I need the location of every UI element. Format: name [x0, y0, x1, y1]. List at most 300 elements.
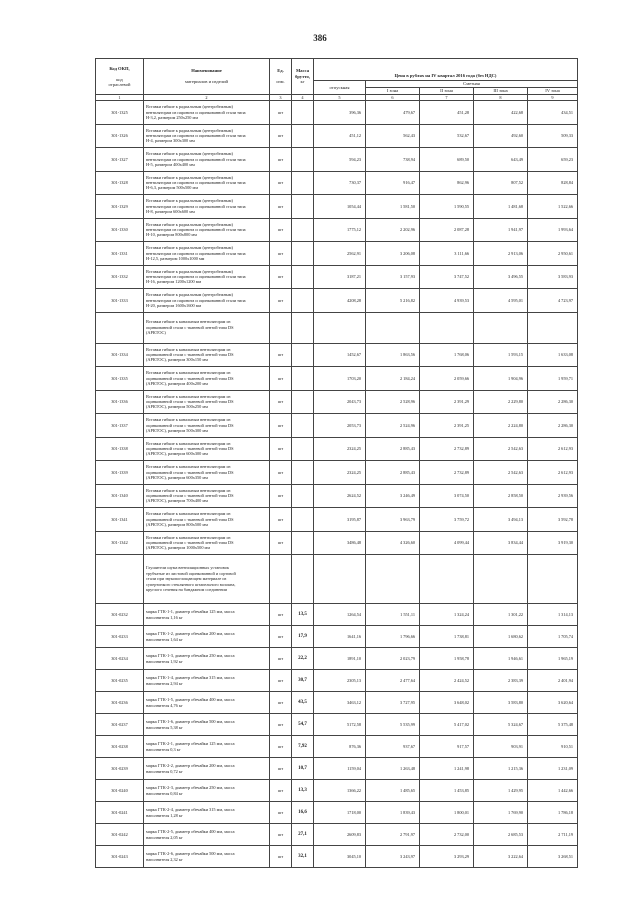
item-name-line: Н-16, размером 1200х1200 мм	[146, 279, 202, 285]
item-mass: 7,92	[292, 736, 314, 758]
item-unit: шт	[270, 648, 292, 670]
item-unit: шт	[270, 714, 292, 736]
table-row	[96, 414, 578, 438]
item-name-line: Н-12,5, размером 1000х1000 мм	[146, 255, 205, 261]
item-price-zone-3: 2 224,80	[474, 414, 528, 438]
column-number: 5	[314, 95, 366, 101]
table-row	[96, 148, 578, 172]
header-zone-1: I зона	[366, 88, 420, 95]
item-unit: шт	[270, 414, 292, 438]
item-unit: шт	[270, 437, 292, 461]
item-name	[144, 367, 270, 391]
item-name-line: Вставки гибкие к радиальным (центробежным)	[146, 127, 233, 133]
item-name-line: наполнителя 0,72 кг	[146, 768, 183, 774]
item-mass	[292, 124, 314, 148]
item-name-line: Вставки гибкие к радиальным (центробежным)	[146, 268, 233, 274]
item-price-total: 3045,10	[314, 846, 366, 868]
item-name	[144, 101, 270, 125]
item-name-line: марка ГТК-2-3, диаметр обечайки 250 мм, масса	[146, 785, 235, 791]
table-row	[96, 670, 578, 692]
item-price-zone-3: 5 324,67	[474, 714, 528, 736]
table-row	[96, 343, 578, 367]
item-name-line: (АРКТОС), размером 600х350 мм	[146, 474, 208, 480]
item-price-zone-1: 1 551,11	[366, 604, 420, 626]
item-price-zone-2: 3 293,29	[420, 846, 474, 868]
item-name-line: марка ГТК-1-2, диаметр обечайки 200 мм, масса	[146, 631, 235, 637]
item-mass: 13,5	[292, 604, 314, 626]
item-name-line: марка ГТК-1-1, диаметр обечайки 125 мм, масса	[146, 609, 235, 615]
item-price-total: 730,37	[314, 171, 366, 195]
item-code: 301-1340	[96, 484, 144, 508]
item-unit: шт	[270, 343, 292, 367]
item-price-zone-3: 3 834,44	[474, 531, 528, 555]
item-price-zone-4: 2 950,61	[528, 242, 578, 266]
column-number: 7	[420, 95, 474, 101]
item-unit: шт	[270, 508, 292, 532]
item-price-zone-4: 3 620,64	[528, 692, 578, 714]
item-price-zone-1: 3 243,97	[366, 846, 420, 868]
item-price-zone-1: 1 796,66	[366, 626, 420, 648]
item-name-line: оцинкованной стали с тканевой лентой типа DS	[146, 399, 234, 405]
item-price-zone-3: 4 595,01	[474, 289, 528, 313]
item-mass	[292, 218, 314, 242]
item-price-zone-1: 2 477,64	[366, 670, 420, 692]
item-price-total: 1891,10	[314, 648, 366, 670]
table-row	[96, 758, 578, 780]
item-price-total: 2305,13	[314, 670, 366, 692]
item-price-total: 3195,87	[314, 508, 366, 532]
item-price-zone-3: 1 429,95	[474, 780, 528, 802]
item-name-line: (АРКТОС), размером 800х500 мм	[146, 521, 208, 527]
item-code: 301-1341	[96, 508, 144, 532]
item-price-zone-3: 1 904,96	[474, 367, 528, 391]
item-price-total: 1452,67	[314, 343, 366, 367]
column-number: 1	[96, 95, 144, 101]
item-price-zone-2: 3 111,66	[420, 242, 474, 266]
item-unit: шт	[270, 289, 292, 313]
item-price-zone-2: 3 648,02	[420, 692, 474, 714]
item-name-line: вентиляторам из паронита и оцинкованной стали типа	[146, 227, 246, 233]
header-sub-total: отпускная	[314, 81, 366, 95]
item-price-zone-4: 4 723,97	[528, 289, 578, 313]
item-price-zone-2: 1 324,24	[420, 604, 474, 626]
item-unit: шт	[270, 242, 292, 266]
item-mass	[292, 343, 314, 367]
page-number: 386	[313, 33, 327, 43]
item-price-zone-4: 2 286,30	[528, 414, 578, 438]
item-price-zone-3: 3 583,80	[474, 692, 528, 714]
item-code: 301-1331	[96, 242, 144, 266]
item-code: 301-1327	[96, 148, 144, 172]
item-unit: шт	[270, 124, 292, 148]
item-name-line: вентиляторам из паронита и оцинкованной стали типа	[146, 297, 246, 303]
item-name-line: марка ГТК-2-1, диаметр обечайки 125 мм, масса	[146, 741, 235, 747]
table-row	[96, 846, 578, 868]
item-price-zone-3: 1 301,22	[474, 604, 528, 626]
item-name	[144, 437, 270, 461]
item-name	[144, 648, 270, 670]
item-name-line: Н-20, размером 1600х1600 мм	[146, 302, 202, 308]
item-price-total: 1054,44	[314, 195, 366, 219]
item-name-line: марка ГТК-2-6, диаметр обечайки 500 мм, масса	[146, 851, 235, 857]
item-name	[144, 670, 270, 692]
item-price-zone-4: 2 612,93	[528, 437, 578, 461]
item-name-line: оцинкованной стали с тканевой лентой типа DS	[146, 352, 234, 358]
header-sub-incl: Сметная	[366, 81, 578, 88]
item-price-zone-3: 1 946,61	[474, 648, 528, 670]
item-code: 301-1325	[96, 101, 144, 125]
item-code: 301-0233	[96, 626, 144, 648]
item-name	[144, 289, 270, 313]
item-mass	[292, 289, 314, 313]
item-price-total: 2624,52	[314, 484, 366, 508]
item-name-line: вентиляторам из паронита и оцинкованной стали типа	[146, 250, 246, 256]
item-mass: 22,2	[292, 648, 314, 670]
item-name-line: Вставки гибкие к радиальным (центробежным)	[146, 174, 233, 180]
item-price-total: 876,36	[314, 736, 366, 758]
item-name-line: Вставки гибкие к канальным вентиляторам из	[146, 534, 231, 540]
item-price-zone-1: 1 863,56	[366, 343, 420, 367]
table-row	[96, 736, 578, 758]
item-name-line: наполнителя 2,32 кг	[146, 856, 183, 862]
item-mass: 27,1	[292, 824, 314, 846]
item-name	[144, 171, 270, 195]
item-mass	[292, 101, 314, 125]
item-name-line: наполнителя 1,64 кг	[146, 636, 183, 642]
item-price-zone-1: 479,67	[366, 101, 420, 125]
item-name-line: вентиляторам из паронита и оцинкованной стали типа	[146, 180, 246, 186]
item-price-zone-1: 2 202,96	[366, 218, 420, 242]
item-mass	[292, 265, 314, 289]
item-unit: шт	[270, 101, 292, 125]
item-price-zone-2: 862,96	[420, 171, 474, 195]
item-price-zone-1: 5 535,99	[366, 714, 420, 736]
item-name-line: марка ГТК-2-5, диаметр обечайки 400 мм, масса	[146, 829, 235, 835]
item-price-zone-3: 1 769,90	[474, 802, 528, 824]
item-name-line: марка ГТК-1-5, диаметр обечайки 400 мм, масса	[146, 697, 235, 703]
column-number: 4	[292, 95, 314, 101]
item-name	[144, 195, 270, 219]
item-name-line: оцинкованной стали с тканевой лентой типа DS	[146, 446, 234, 452]
item-unit: шт	[270, 670, 292, 692]
item-code: 301-1338	[96, 437, 144, 461]
item-code: 301-0238	[96, 736, 144, 758]
item-price-total: 3486,48	[314, 531, 366, 555]
table-row	[96, 390, 578, 414]
item-price-zone-2: 2 391,25	[420, 414, 474, 438]
item-price-zone-2: 2 059,66	[420, 367, 474, 391]
price-table	[95, 58, 578, 868]
item-name-line: марка ГТК-1-4, диаметр обечайки 315 мм, масса	[146, 675, 235, 681]
item-price-zone-2: 3 747,52	[420, 265, 474, 289]
item-name-line: оцинкованной стали с тканевой лентой типа DS	[146, 493, 234, 499]
item-name-line: Вставки гибкие к канальным вентиляторам из	[146, 393, 231, 399]
item-price-zone-4: 3 592,78	[528, 508, 578, 532]
item-unit: шт	[270, 171, 292, 195]
item-price-zone-4: 659,23	[528, 148, 578, 172]
item-mass: 16,6	[292, 802, 314, 824]
item-price-zone-2: 1 768,06	[420, 343, 474, 367]
header-unit: Ед. изм.	[270, 59, 292, 95]
item-price-zone-4: 2 939,56	[528, 484, 578, 508]
table-row	[96, 195, 578, 219]
item-price-total: 3187,21	[314, 265, 366, 289]
item-name-line: Вставки гибкие к канальным вентиляторам из	[146, 346, 231, 352]
item-name-line: наполнителя 5,38 кг	[146, 724, 183, 730]
item-name	[144, 692, 270, 714]
item-unit: шт	[270, 265, 292, 289]
table-row	[96, 508, 578, 532]
item-mass	[292, 531, 314, 555]
item-unit: шт	[270, 780, 292, 802]
item-name-line: Н-6,3, размером 500х500 мм	[146, 185, 198, 191]
item-mass	[292, 148, 314, 172]
item-price-zone-3: 422,68	[474, 101, 528, 125]
item-mass	[292, 461, 314, 485]
item-mass: 32,1	[292, 846, 314, 868]
table-row	[96, 461, 578, 485]
item-price-zone-4: 1 959,71	[528, 367, 578, 391]
section-heading-b	[96, 555, 578, 604]
item-price-zone-3: 3 494,13	[474, 508, 528, 532]
item-name	[144, 758, 270, 780]
item-name-line: Вставки гибкие к канальным вентиляторам из	[146, 440, 231, 446]
item-code: 301-1332	[96, 265, 144, 289]
item-name-line: Вставки гибкие к радиальным (центробежным)	[146, 292, 233, 298]
table-row	[96, 531, 578, 555]
item-unit: шт	[270, 195, 292, 219]
item-price-zone-2: 451,28	[420, 101, 474, 125]
item-unit: шт	[270, 218, 292, 242]
table-row	[96, 124, 578, 148]
item-code: 301-0243	[96, 846, 144, 868]
item-price-zone-3: 3 496,55	[474, 265, 528, 289]
item-code: 301-1333	[96, 289, 144, 313]
item-price-zone-1: 5 216,82	[366, 289, 420, 313]
item-price-zone-4: 2 612,93	[528, 461, 578, 485]
item-price-total: 1264,54	[314, 604, 366, 626]
item-name-line: вентиляторам из паронита и оцинкованной стали типа	[146, 274, 246, 280]
item-mass	[292, 414, 314, 438]
item-name	[144, 802, 270, 824]
item-unit: шт	[270, 461, 292, 485]
item-code: 301-0239	[96, 758, 144, 780]
table-row	[96, 626, 578, 648]
item-price-zone-3: 2 383,39	[474, 670, 528, 692]
item-price-total: 2562,91	[314, 242, 366, 266]
item-price-zone-4: 3 268,51	[528, 846, 578, 868]
item-name-line: наполнителя 2,94 кг	[146, 680, 183, 686]
item-price-zone-1: 1 263,48	[366, 758, 420, 780]
header-mass: Масса брутто, кг	[292, 59, 314, 95]
item-price-zone-4: 3 583,93	[528, 265, 578, 289]
item-code: 301-0236	[96, 692, 144, 714]
item-price-zone-2: 2 732,89	[420, 461, 474, 485]
item-price-zone-4: 1 965,19	[528, 648, 578, 670]
header-zone-3: III зона	[474, 88, 528, 95]
item-price-zone-2: 1 800,01	[420, 802, 474, 824]
table-row	[96, 242, 578, 266]
item-price-zone-4: 1 522,66	[528, 195, 578, 219]
item-price-zone-2: 4 939,53	[420, 289, 474, 313]
item-price-total: 1159,04	[314, 758, 366, 780]
item-name-line: вентиляторам из паронита и оцинкованной стали типа	[146, 203, 246, 209]
item-price-total: 2324,25	[314, 461, 366, 485]
item-price-zone-1: 2 184,24	[366, 367, 420, 391]
item-name-line: оцинкованной стали с тканевой лентой типа DS	[146, 540, 234, 546]
item-name-line: (АРКТОС), размером 700х400 мм	[146, 498, 208, 504]
item-name	[144, 265, 270, 289]
item-mass: 13,3	[292, 780, 314, 802]
item-unit: шт	[270, 484, 292, 508]
item-name-line: (АРКТОС), размером 500х250 мм	[146, 404, 208, 410]
table-row	[96, 604, 578, 626]
item-price-total: 1641,16	[314, 626, 366, 648]
item-name-line: Вставки гибкие к канальным вентиляторам из	[146, 464, 231, 470]
item-name	[144, 124, 270, 148]
item-code: 301-0234	[96, 648, 144, 670]
item-name-line: вентиляторам из паронита и оцинкованной стали типа	[146, 109, 246, 115]
item-price-total: 1366,22	[314, 780, 366, 802]
item-name-line: Вставки гибкие к радиальным (центробежным)	[146, 198, 233, 204]
item-price-zone-2: 2 424,52	[420, 670, 474, 692]
item-code: 301-1335	[96, 367, 144, 391]
item-mass	[292, 195, 314, 219]
item-name-line: Вставки гибкие к радиальным (центробежным)	[146, 151, 233, 157]
item-name-line: наполнителя 2,05 кг	[146, 834, 183, 840]
item-price-zone-4: 1 993,64	[528, 218, 578, 242]
item-name-line: наполнителя 1,92 кг	[146, 658, 183, 664]
item-code: 301-1339	[96, 461, 144, 485]
item-name-line: Вставки гибкие к радиальным (центробежным)	[146, 221, 233, 227]
item-name-line: (АРКТОС), размером 600х300 мм	[146, 451, 208, 457]
item-price-zone-1: 2 524,96	[366, 414, 420, 438]
item-name-line: Вставки гибкие к канальным вентиляторам из	[146, 487, 231, 493]
item-name-line: Н-3,2, размером 250х250 мм	[146, 114, 198, 120]
item-name	[144, 846, 270, 868]
table-row	[96, 265, 578, 289]
header-price-title: Цена в рублях на IV квартал 2016 года (без НДС)	[314, 71, 578, 81]
item-mass	[292, 367, 314, 391]
item-code: 301-1330	[96, 218, 144, 242]
item-mass	[292, 437, 314, 461]
item-price-zone-3: 3 222,64	[474, 846, 528, 868]
item-price-zone-4: 1 314,13	[528, 604, 578, 626]
item-name-line: оцинкованной стали с тканевой лентой типа DS	[146, 469, 234, 475]
table-row	[96, 101, 578, 125]
item-name-line: марка ГТК-2-2, диаметр обечайки 200 мм, масса	[146, 763, 235, 769]
table-row	[96, 648, 578, 670]
item-name-line: оцинкованной стали с тканевой лентой типа DS	[146, 516, 234, 522]
item-price-zone-1: 562,43	[366, 124, 420, 148]
item-mass	[292, 390, 314, 414]
item-code: 301-1334	[96, 343, 144, 367]
item-price-total: 1775,12	[314, 218, 366, 242]
table-row	[96, 802, 578, 824]
item-name-line: Вставки гибкие к радиальным (центробежным)	[146, 104, 233, 110]
section-title-arktos: Вставки гибкие к канальным вентиляторам из оцинкованной стали с тканевой лентой типа DS (АРКТОС)	[144, 312, 270, 343]
item-price-zone-2: 1 453,85	[420, 780, 474, 802]
item-name-line: марка ГТК-1-6, диаметр обечайки 500 мм, масса	[146, 719, 235, 725]
item-price-zone-3: 643,49	[474, 148, 528, 172]
item-price-total: 4208,28	[314, 289, 366, 313]
item-unit: шт	[270, 367, 292, 391]
item-name-line: Н-5, размером 400х400 мм	[146, 161, 195, 167]
table-row	[96, 437, 578, 461]
item-mass: 17,9	[292, 626, 314, 648]
item-price-total: 1703,20	[314, 367, 366, 391]
item-unit: шт	[270, 390, 292, 414]
item-price-zone-4: 2 401,94	[528, 670, 578, 692]
item-price-zone-3: 2 542,63	[474, 461, 528, 485]
column-number: 2	[144, 95, 270, 101]
item-price-zone-4: 509,33	[528, 124, 578, 148]
table-row	[96, 484, 578, 508]
item-code: 301-0241	[96, 802, 144, 824]
item-code: 301-0242	[96, 824, 144, 846]
column-number: 6	[366, 95, 420, 101]
item-price-zone-1: 1 581,50	[366, 195, 420, 219]
item-name-line: (АРКТОС), размером 1000х500 мм	[146, 545, 210, 551]
item-price-zone-4: 1 442,66	[528, 780, 578, 802]
item-mass: 30,7	[292, 670, 314, 692]
item-price-zone-1: 738,94	[366, 148, 420, 172]
item-unit: шт	[270, 531, 292, 555]
header-name: Наименование материалов и изделий	[144, 59, 270, 95]
item-name	[144, 148, 270, 172]
item-code: 301-0237	[96, 714, 144, 736]
item-name	[144, 414, 270, 438]
item-price-zone-2: 1 590,55	[420, 195, 474, 219]
item-name-line: (АРКТОС), размером 500х300 мм	[146, 427, 208, 433]
item-name-line: Вставки гибкие к радиальным (центробежным)	[146, 245, 233, 251]
item-price-zone-3: 1 941,97	[474, 218, 528, 242]
item-unit: шт	[270, 846, 292, 868]
item-name	[144, 242, 270, 266]
item-price-zone-2: 3 074,50	[420, 484, 474, 508]
header-zone-2: II зона	[420, 88, 474, 95]
table-row	[96, 780, 578, 802]
table-row	[96, 171, 578, 195]
item-name	[144, 461, 270, 485]
item-price-zone-4: 434,51	[528, 101, 578, 125]
rows-c-body	[96, 604, 578, 868]
item-name	[144, 531, 270, 555]
item-code: 301-0240	[96, 780, 144, 802]
item-code: 301-1326	[96, 124, 144, 148]
rows-b-body	[96, 343, 578, 555]
item-price-total: 594,23	[314, 148, 366, 172]
item-price-zone-2: 5 417,02	[420, 714, 474, 736]
item-price-zone-3: 807,52	[474, 171, 528, 195]
rows-a-body	[96, 101, 578, 313]
item-price-total: 451,12	[314, 124, 366, 148]
item-name	[144, 736, 270, 758]
item-mass	[292, 171, 314, 195]
item-name-line: вентиляторам из паронита и оцинкованной стали типа	[146, 156, 246, 162]
item-name-line: оцинкованной стали с тканевой лентой типа DS	[146, 375, 234, 381]
item-price-zone-1: 3 246,49	[366, 484, 420, 508]
item-price-zone-2: 532,67	[420, 124, 474, 148]
column-number: 9	[528, 95, 578, 101]
item-price-zone-1: 3 727,95	[366, 692, 420, 714]
item-price-zone-2: 2 087,28	[420, 218, 474, 242]
item-mass: 54,7	[292, 714, 314, 736]
item-mass: 10,7	[292, 758, 314, 780]
item-price-zone-3: 2 913,06	[474, 242, 528, 266]
item-price-zone-4: 1 705,74	[528, 626, 578, 648]
header-zone-4: IV зона	[528, 88, 578, 95]
